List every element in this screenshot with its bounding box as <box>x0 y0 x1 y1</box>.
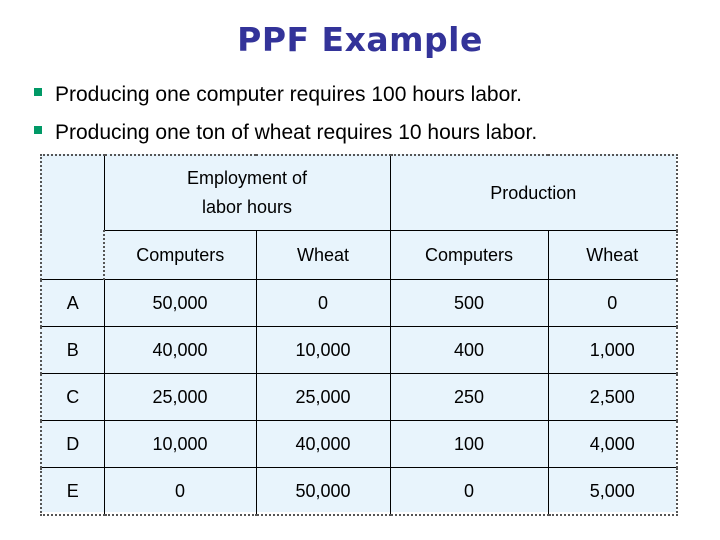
table-row <box>41 327 677 374</box>
table-cell: 10,000 <box>256 327 390 374</box>
table-cell: 500 <box>390 280 548 327</box>
table-cell: 50,000 <box>104 280 256 327</box>
table-cell: 0 <box>256 280 390 327</box>
ppf-table-container <box>40 154 676 512</box>
table-cell: 0 <box>390 468 548 516</box>
table-cell: 25,000 <box>104 374 256 421</box>
square-bullet-icon <box>34 126 42 134</box>
slide-title: PPF Example <box>237 20 483 59</box>
ppf-table <box>40 154 678 516</box>
row-label: D <box>41 421 104 468</box>
table-cell: 100 <box>390 421 548 468</box>
row-label: C <box>41 374 104 421</box>
bullet-item <box>34 114 537 152</box>
bullet-list <box>34 76 537 152</box>
employment-group-header <box>104 155 390 231</box>
row-label: B <box>41 327 104 374</box>
table-cell: 50,000 <box>256 468 390 516</box>
production-group-header: Production <box>390 155 677 231</box>
row-label: A <box>41 280 104 327</box>
employment-header-line: labor hours <box>201 197 293 217</box>
table-cell: 0 <box>104 468 256 516</box>
square-bullet-icon <box>34 88 42 96</box>
column-header: Wheat <box>548 231 677 280</box>
table-group-header-row <box>41 155 677 231</box>
bullet-item <box>34 76 537 114</box>
table-cell: 250 <box>390 374 548 421</box>
table-subheader-row <box>41 231 677 280</box>
table-cell: 2,500 <box>548 374 677 421</box>
table-row <box>41 374 677 421</box>
bullet-text: Producing one computer requires 100 hours labor. <box>55 83 522 106</box>
table-corner-cell <box>41 155 104 280</box>
column-header: Computers <box>104 231 256 280</box>
table-cell: 40,000 <box>256 421 390 468</box>
table-cell: 400 <box>390 327 548 374</box>
table-cell: 0 <box>548 280 677 327</box>
table-cell: 10,000 <box>104 421 256 468</box>
column-header: Wheat <box>256 231 390 280</box>
employment-header-line: Employment of <box>186 168 308 188</box>
table-row <box>41 421 677 468</box>
row-label: E <box>41 468 104 516</box>
table-cell: 25,000 <box>256 374 390 421</box>
table-row <box>41 468 677 516</box>
table-cell: 40,000 <box>104 327 256 374</box>
table-cell: 1,000 <box>548 327 677 374</box>
bullet-text: Producing one ton of wheat requires 10 hours labor. <box>55 121 538 144</box>
column-header: Computers <box>390 231 548 280</box>
table-row <box>41 280 677 327</box>
table-cell: 5,000 <box>548 468 677 516</box>
table-cell: 4,000 <box>548 421 677 468</box>
